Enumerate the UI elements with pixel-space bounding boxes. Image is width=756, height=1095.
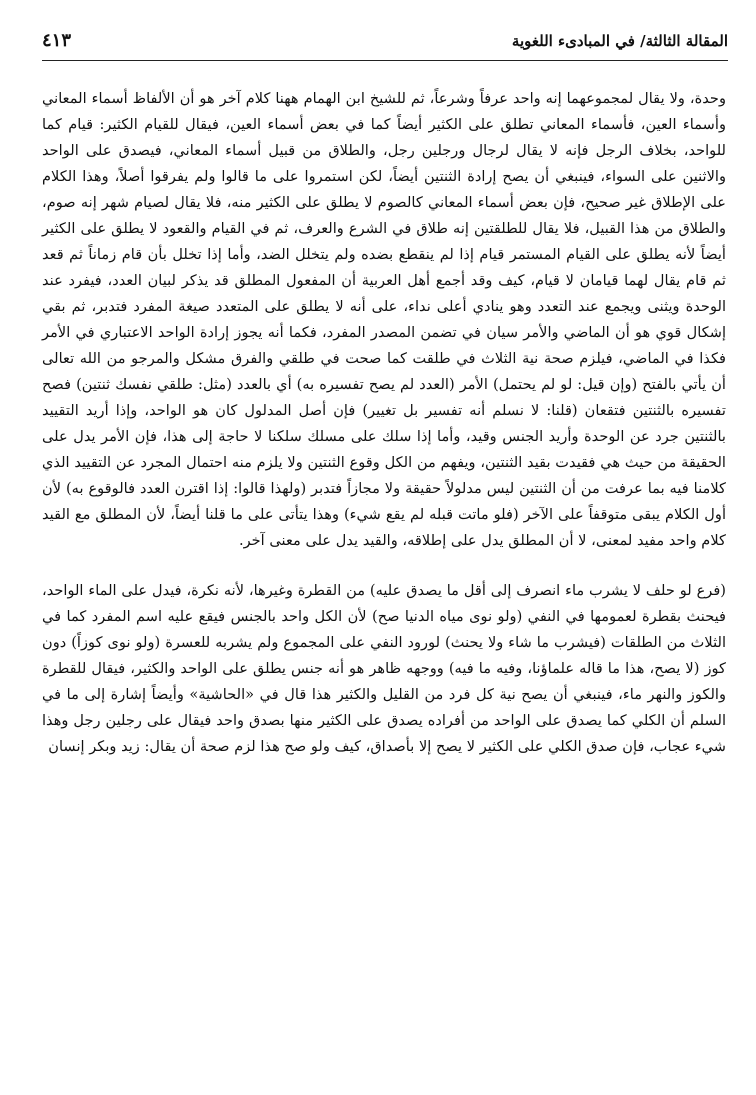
running-header — [42, 30, 728, 61]
chapter-title: المقالة الثالثة/ في المبادىء اللغوية — [511, 32, 728, 50]
paragraph-1: وحدة، ولا يقال لمجموعهما إنه واحد عرفاً وشرعاً، ثم للشيخ ابن الهمام ههنا كلام آخر هو أن الألفاظ أسماء المعاني وأسماء العين، فأسماء المعاني تطلق على الكثير أيضاً كما في بعض أسماء العين، فيقال للقيام الكثير: قيام كما للواحد، بخلاف الرجل فإنه لا يقال لرجال ورجلين رجل، والطلاق من قبيل أسماء المعاني، فيصدق على الواحد والاثنين على السواء، فينبغي أن يصح إرادة الثنتين أيضاً، لكن استمروا على ما قالوا ولم يفرقوا أصلاً، وهذا الكلام على الإطلاق غير صحيح، فإن بعض أسماء المعاني كالصوم لا يطلق على الكثير منه، فلا يقال لصيام شهر إنه صوم، والطلاق من هذا القبيل، فلا يقال للطلقتين إنه طلاق في الشرع والعرف، ثم في القيام والقعود لا يطلق على الكثير أيضاً لأنه يطلق على القيام المستمر قيام إذا لم ينقطع بضده ولم يتخلل الضد، وأما إذا تخلل بأن قام زماناً ثم قعد ثم قام يقال لهما قيامان لا قيام، كيف وقد أجمع أهل العربية أن المفعول المطلق قد يذكر لبيان العدد، فيفرد عند الوحدة ويثنى ويجمع عند التعدد وهو ينادي أعلى نداء، على أنه لا يطلق على المتعدد صيغة المفرد فتدبر، ثم بقي إشكال قوي هو أن الماضي والأمر سيان في تضمن المصدر المفرد، فكما أنه يجوز إرادة الواحد الاعتباري في الأمر فكذا في الماضي، فيلزم صحة نية الثلاث في طلقت كما صحت في طلقي والفرق مشكل والمرجو من الله تعالى أن يأتي بالفتح (وإن قيل: لو لم يحتمل) الأمر (العدد لم يصح تفسيره به) أي بالعدد (مثل: طلقي نفسك ثنتين) فصح تفسيره بالثنتين فتقعان (قلنا: لا نسلم أنه تفسير بل تغيير) فإن أصل المدلول كان هو الواحد، وإذا أريد التقييد بالثنتين جرد عن الوحدة وأريد الجنس وقيد، وأما إذا سلك على مسلك سلكنا لا حاجة إلى هذا، فإن الأمر يدل على الحقيقة من حيث هي فقيدت بقيد الثنتين، ويفهم من الكل وقوع الثنتين ولا يلزم منه احتمال المجرد عن التقييد الذي كلامنا فيه بما عرفت من أن الثنتين ليس مدلولاً حقيقة ولا مجازاً فتدبر (ولهذا قالوا: إذا اقترن العدد فالوقوع به) لأن أول الكلام يبقى متوقفاً على الآخر (فلو ماتت قبله لم يقع شيء) وهذا يتأتى على ما قلنا أيضاً، لأن المطلق مع القيد كلام واحد مفيد لمعنى، لا أن المطلق يدل على إطلاقه، والقيد يدل على معنى آخر. — [42, 90, 726, 549]
paragraph-2: (فرع لو حلف لا يشرب ماء انصرف إلى أقل ما يصدق عليه) من القطرة وغيرها، لأنه نكرة، فيدل على الماء الواحد، فيحنث بقطرة لعمومها في النفي (ولو نوى مياه الدنيا صح) لأن الكل واحد بالجنس فيقع عليه اسم المفرد كما في الثلاث من الطلقات (فيشرب ما شاء ولا يحنث) لورود النفي على المجموع ولم يشربه للعسرة (ولو نوى كوزاً) دون كوز (لا يصح، هذا ما قاله علماؤنا، وفيه ما فيه) ووجهه ظاهر هو أنه جنس يطلق على الواحد والكثير، فيقال للقطرة والكوز والنهر ماء، فينبغي أن يصح نية كل فرد من القليل والكثير هذا قال في «الحاشية» وأيضاً إشارة إلى ما في السلم أن الكلي كما يصدق على الواحد من أفراده يصدق على الكثير منها بصدق واحد فيقال على رجلين رجل وهذا شيء عجاب، فإن صدق الكلي على الكثير لا يصح إلا بأصداق، كيف ولو صح هذا لزم صحة أن يقال: زيد وبكر إنسان — [42, 582, 726, 755]
page-number: ٤١٣ — [42, 30, 72, 51]
main-text — [42, 86, 726, 760]
